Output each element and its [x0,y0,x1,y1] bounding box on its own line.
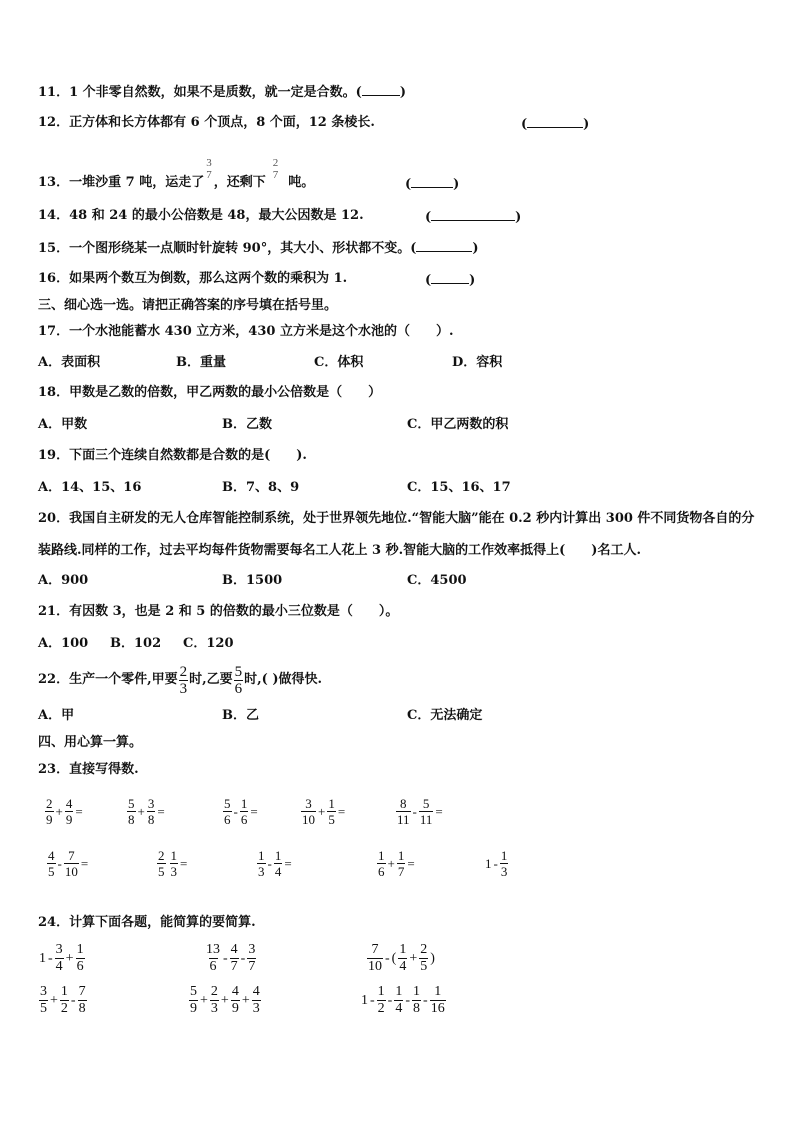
paren-close: ) [399,85,406,100]
calc-item[interactable] [222,796,259,827]
calc-item[interactable] [376,848,416,879]
option-18b[interactable]: B．乙数 [222,417,272,432]
denominator: 9 [231,1001,239,1016]
denominator: 6 [224,812,231,827]
fraction [234,664,244,697]
denominator: 10 [64,864,78,879]
operator: - [70,992,76,1008]
operator: - [48,950,53,966]
equals-sign: = [407,855,415,871]
operator: - [405,992,411,1008]
numerator: 7 [371,942,379,957]
numerator: 4 [48,848,55,863]
denominator: 7 [248,959,256,974]
numerator: 1 [377,984,385,999]
numerator: 1 [76,942,84,957]
denominator: 11 [397,812,410,827]
fraction [419,796,434,827]
answer-12 [521,115,589,133]
fraction [76,942,85,975]
denominator: 8 [78,1001,86,1016]
fraction [272,157,280,181]
option-18c[interactable]: C．甲乙两数的积 [407,417,509,432]
paren-close: ) [583,117,590,132]
whole-number: 1 [39,950,46,966]
calc-item[interactable] [46,848,89,879]
operator: + [318,803,326,819]
option-21a[interactable]: A．100 [38,636,89,651]
fraction [223,796,232,827]
fraction [39,984,48,1017]
denominator: 3 [258,864,265,879]
option-21b[interactable]: B．102 [110,636,162,651]
answer-blank[interactable] [416,239,472,252]
numerator: 1 [240,796,248,811]
question-text: 一个水池能蓄水 430 立方米，430 立方米是这个水池的（ ）. [69,324,454,339]
question-18 [38,385,381,401]
fraction [147,796,156,827]
numerator: 2 [272,156,279,169]
paren-close: ) [469,273,476,288]
numerator: 2 [158,848,165,863]
denominator: 6 [76,959,84,974]
calc-item[interactable] [38,984,88,1017]
option-21c[interactable]: C．120 [183,636,234,651]
answer-13 [405,175,459,193]
calc-item[interactable] [188,984,262,1017]
fraction [205,942,221,975]
question-13 [38,156,315,198]
denominator: 10 [302,812,315,827]
numerator: 2 [179,663,188,680]
fraction [179,664,189,697]
fraction [65,796,74,827]
operator: - [370,992,375,1008]
whole-number: 1 [485,855,492,871]
denominator: 7 [397,864,405,879]
option-18a[interactable]: A．甲数 [38,417,88,432]
calc-item[interactable] [256,848,293,879]
operator: - [240,950,246,966]
fraction [210,984,219,1017]
operator: + [409,950,418,966]
fraction [205,157,213,181]
equals-sign: = [435,803,443,819]
fraction [419,942,428,975]
paren-open: ( [521,117,528,132]
answer-blank[interactable] [431,208,515,221]
numerator: 4 [252,984,260,999]
calc-item[interactable] [38,942,86,975]
fraction [230,942,239,975]
equals-sign: = [180,855,188,871]
calc-item[interactable] [156,848,188,879]
numerator: 1 [378,848,385,863]
question-number: 20． [38,511,70,526]
fraction [127,796,136,827]
operator: - [57,855,62,871]
operator: + [220,992,229,1008]
question-number: 15． [38,241,70,256]
question-text: 有因数 3，也是 2 和 5 的倍数的最小三位数是（ ）。 [69,604,399,619]
option-22c[interactable]: C．无法确定 [407,708,483,723]
calc-item[interactable] [126,796,166,827]
question-number: 21． [38,604,70,619]
equals-sign: = [337,803,346,819]
numerator: 4 [230,942,238,957]
denominator: 10 [368,959,382,974]
denominator: 3 [500,864,508,879]
operator: - [267,855,272,871]
question-text: ，还剩下 [213,175,266,190]
operator: ) [430,950,435,966]
question-text: 直接写得数. [69,762,139,777]
denominator: 9 [190,1001,197,1016]
fraction [60,984,69,1017]
operator: + [200,992,208,1008]
answer-blank[interactable] [411,175,453,188]
question-number: 16． [38,271,70,286]
paren-open: ( [425,273,432,288]
paren-close: ) [453,177,460,192]
denominator: 9 [46,812,53,827]
denominator: 6 [378,864,385,879]
numerator: 3 [40,984,47,999]
operator: - [412,803,417,819]
numerator: 1 [397,848,405,863]
fraction [240,796,249,827]
operator: - [423,992,428,1008]
question-text: 时,( )做得快. [244,672,323,687]
fraction [55,942,64,975]
paren-close: ) [515,210,522,225]
section-4-heading: 四、用心算一算。 [38,735,143,750]
calc-item[interactable] [204,942,257,975]
fraction [301,796,316,827]
question-24 [38,915,256,931]
question-number: 17． [38,324,70,339]
denominator: 5 [40,1001,47,1016]
option-17d[interactable]: D．容积 [452,355,503,370]
question-22 [38,662,322,698]
numerator: 1 [500,848,508,863]
calc-item[interactable] [395,796,444,827]
question-text: 48 和 24 的最小公倍数是 48，最大公因数是 12. [69,208,364,223]
denominator: 7 [206,168,212,181]
question-text: 正方体和长方体都有 6 个顶点，8 个面，12 条棱长. [69,115,375,130]
paren-open: ( [425,210,432,225]
denominator: 2 [377,1001,385,1016]
fraction [231,984,240,1017]
option-22b[interactable]: B．乙 [222,708,259,723]
question-14 [38,208,364,224]
question-text: 吨。 [288,175,315,190]
fraction [396,796,411,827]
fraction [189,984,198,1017]
numerator: 3 [55,942,63,957]
question-11 [38,83,406,101]
operator: + [241,992,250,1008]
fraction [377,984,386,1017]
fraction [412,984,421,1017]
numerator: 5 [190,984,197,999]
answer-14 [425,208,521,226]
denominator: 2 [60,1001,68,1016]
fraction [47,848,56,879]
fraction [394,984,403,1017]
numerator: 3 [147,796,155,811]
calc-item[interactable] [44,796,84,827]
operator: + [50,992,58,1008]
fraction [430,984,446,1017]
numerator: 2 [46,796,53,811]
numerator: 5 [234,663,243,680]
question-15 [38,239,479,257]
denominator: 7 [272,168,279,181]
fraction [274,848,283,879]
fraction [367,942,383,975]
numerator: 1 [328,796,335,811]
answer-blank[interactable] [527,115,583,128]
option-20a[interactable]: A．900 [38,573,89,588]
denominator: 8 [128,812,135,827]
denominator: 5 [158,864,165,879]
denominator: 5 [48,864,55,879]
fraction [257,848,266,879]
denominator: 6 [240,812,248,827]
equals-sign: = [284,855,292,871]
denominator: 7 [230,959,238,974]
question-number: 13． [38,175,70,190]
fraction [252,984,261,1017]
denominator: 16 [430,1001,445,1016]
question-text: 一个图形绕某一点顺时针旋转 90°，其大小、形状都不变。( [69,241,417,256]
numerator: 1 [60,984,68,999]
equals-sign: = [75,803,83,819]
question-text: 1 个非零自然数，如果不是质数，就一定是合数。( [69,85,362,100]
fraction [45,796,54,827]
denominator: 11 [419,812,433,827]
option-22a[interactable]: A．甲 [38,708,75,723]
numerator: 1 [395,984,403,999]
fraction [397,848,406,879]
paren-close: ) [472,241,479,256]
question-number: 24． [38,915,70,930]
denominator: 9 [65,812,73,827]
question-19 [38,448,307,464]
fraction [500,848,509,879]
question-text: 计算下面各题，能简算的要简算. [69,915,256,930]
fraction [170,848,179,879]
question-23 [38,762,139,778]
option-17a[interactable]: A．表面积 [38,355,101,370]
paren-open: ( [405,177,412,192]
denominator: 4 [399,959,407,974]
denominator: 4 [55,959,63,974]
numerator: 4 [65,796,73,811]
question-number: 22． [38,672,70,687]
denominator: 6 [234,680,243,697]
numerator: 7 [68,848,75,863]
numerator: 8 [400,796,407,811]
numerator: 7 [78,984,86,999]
numerator: 5 [422,796,430,811]
operator: - [493,855,498,871]
question-text: 下面三个连续自然数都是合数的是( ). [69,448,307,463]
operator: - [233,803,238,819]
fraction [78,984,87,1017]
question-12 [38,115,375,131]
question-text: 一堆沙重 7 吨，运走了 [69,175,205,190]
numerator: 1 [413,984,421,999]
section-3-heading: 三、细心选一选。请把正确答案的序号填在括号里。 [38,298,338,313]
option-19a[interactable]: A．14、15、16 [38,480,142,495]
operator: + [137,803,145,819]
denominator: 8 [147,812,155,827]
denominator: 5 [328,812,335,827]
numerator: 3 [206,156,212,169]
denominator: 3 [252,1001,260,1016]
denominator: 4 [274,864,282,879]
denominator: 3 [179,680,188,697]
numerator: 2 [210,984,218,999]
operator: ( [391,950,397,966]
equals-sign: = [157,803,165,819]
operator: + [387,855,395,871]
answer-blank[interactable] [362,83,400,96]
option-17c[interactable]: C．体积 [314,355,364,370]
numerator: 1 [258,848,265,863]
question-text: 如果两个数互为倒数，那么这两个数的乘积为 1. [69,271,348,286]
question-number: 11． [38,85,70,100]
numerator: 1 [434,984,442,999]
question-17 [38,324,453,340]
operator: + [55,803,63,819]
question-number: 12． [38,115,70,130]
numerator: 4 [231,984,239,999]
equals-sign: = [250,803,258,819]
denominator: 5 [420,959,428,974]
question-number: 23． [38,762,70,777]
numerator: 1 [274,848,282,863]
calc-item[interactable] [360,984,447,1017]
calc-item[interactable] [484,848,509,879]
option-17b[interactable]: B．重量 [176,355,226,370]
fraction [398,942,407,975]
fraction [64,848,79,879]
numerator: 3 [305,796,312,811]
answer-blank[interactable] [431,271,469,284]
fraction [377,848,386,879]
fraction [327,796,336,827]
denominator: 4 [395,1001,403,1016]
numerator: 1 [399,942,407,957]
option-20b[interactable]: B．1500 [222,573,283,588]
operator: - [385,950,390,966]
question-text: 时,乙要 [189,672,233,687]
denominator: 3 [170,864,177,879]
question-text: 生产一个零件,甲要 [69,672,178,687]
denominator: 6 [209,959,217,974]
numerator: 5 [224,796,231,811]
question-20 [38,503,758,567]
fraction [247,942,256,975]
question-number: 14． [38,208,70,223]
question-number: 18． [38,385,70,400]
option-19b[interactable]: B．7、8、9 [222,480,300,495]
fraction [157,848,166,879]
operator: - [223,950,228,966]
answer-16 [425,271,475,289]
question-16 [38,271,347,287]
question-21 [38,604,398,620]
denominator: 3 [210,1001,218,1016]
calc-item[interactable] [300,796,346,827]
calc-item[interactable] [366,942,436,975]
operator: - [387,992,393,1008]
equals-sign: = [80,855,89,871]
option-20c[interactable]: C．4500 [407,573,467,588]
denominator: 8 [413,1001,421,1016]
numerator: 2 [420,942,428,957]
numerator: 1 [170,848,177,863]
numerator: 13 [206,942,220,957]
whole-number: 1 [361,992,368,1008]
operator: + [65,950,74,966]
option-19c[interactable]: C．15、16、17 [407,480,511,495]
question-text: 甲数是乙数的倍数，甲乙两数的最小公倍数是（ ） [69,385,382,400]
question-number: 19． [38,448,70,463]
numerator: 3 [248,942,256,957]
numerator: 5 [128,796,135,811]
question-text: 我国自主研发的无人仓库智能控制系统，处于世界领先地位.“智能大脑”能在 0.2 秒内计算出 300 件不同货物各自的分装路线.同样的工作，过去平均每件货物需要每名工人花上 3 秒.智能大脑的工作效率抵得上( )名工人. [38,511,755,558]
